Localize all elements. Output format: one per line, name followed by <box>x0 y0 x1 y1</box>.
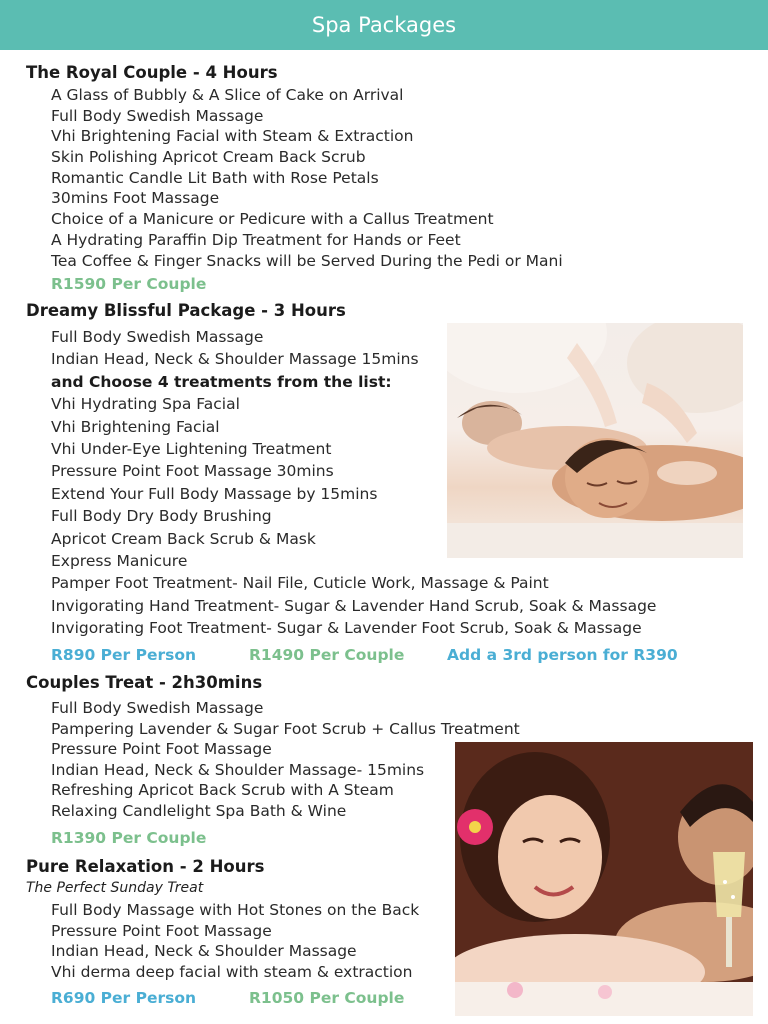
package-title-royal-couple: The Royal Couple - 4 Hours <box>26 63 278 82</box>
list-item: Full Body Swedish Massage <box>51 328 264 346</box>
list-item: Full Body Swedish Massage <box>51 106 264 125</box>
list-item: and Choose 4 treatments from the list: <box>51 372 392 391</box>
page-title: Spa Packages <box>311 13 457 37</box>
list-item: Relaxing Candlelight Spa Bath & Wine <box>51 801 347 820</box>
list-item: Choice of a Manicure or Pedicure with a Callus Treatment <box>51 210 494 229</box>
list-item: Apricot Cream Back Scrub & Mask <box>51 529 316 548</box>
list-item: Indian Head, Neck & Shoulder Massage- 15mins <box>51 760 425 779</box>
couple-massage-illustration <box>447 323 743 558</box>
list-item: Pampering Lavender & Sugar Foot Scrub + Callus Treatment <box>51 719 520 738</box>
page-header <box>0 0 768 50</box>
list-item: Romantic Candle Lit Bath with Rose Petals <box>51 168 379 187</box>
list-item: Invigorating Foot Treatment- Sugar & Lavender Foot Scrub, Soak & Massage <box>51 619 642 638</box>
list-item: Pressure Point Foot Massage <box>51 921 272 940</box>
list-item: Pressure Point Foot Massage <box>51 740 272 759</box>
list-item: Pamper Foot Treatment- Nail File, Cuticle Work, Massage & Paint <box>51 574 549 593</box>
list-item: Full Body Swedish Massage <box>51 699 264 717</box>
list-item: Refreshing Apricot Back Scrub with A Steam <box>51 781 394 800</box>
list-item: 30mins Foot Massage <box>51 189 220 208</box>
list-item: Invigorating Hand Treatment- Sugar & Lavender Hand Scrub, Soak & Massage <box>51 596 657 615</box>
list-item: Vhi Under-Eye Lightening Treatment <box>51 439 332 458</box>
package-items-royal-couple <box>51 85 563 271</box>
list-item: Full Body Dry Body Brushing <box>51 507 272 526</box>
list-item: Vhi Brightening Facial <box>51 417 220 436</box>
package-title-pure-relaxation: Pure Relaxation - 2 Hours <box>26 857 265 876</box>
package-items-pure-relaxation <box>51 900 419 983</box>
price-per-person-pure: R690 Per Person <box>51 989 197 1007</box>
couple-massage-photo <box>447 323 743 558</box>
list-item: Indian Head, Neck & Shoulder Massage 15mins <box>51 350 419 369</box>
package-subtitle-pure-relaxation: The Perfect Sunday Treat <box>26 880 204 896</box>
price-per-couple-pure: R1050 Per Couple <box>249 989 405 1007</box>
list-item: Full Body Massage with Hot Stones on the Back <box>51 901 420 919</box>
package-items-couples-treat <box>51 698 520 822</box>
list-item: Tea Coffee & Finger Snacks will be Served During the Pedi or Mani <box>51 251 563 270</box>
list-item: Vhi Hydrating Spa Facial <box>51 395 240 414</box>
list-item: A Hydrating Paraffin Dip Treatment for Hands or Feet <box>51 230 461 249</box>
package-title-dreamy-blissful: Dreamy Blissful Package - 3 Hours <box>26 301 346 320</box>
couple-champagne-photo <box>455 742 753 1016</box>
list-item: Skin Polishing Apricot Cream Back Scrub <box>51 148 366 167</box>
price-couples-treat: R1390 Per Couple <box>51 829 207 847</box>
couple-champagne-illustration <box>455 742 753 1016</box>
package-title-couples-treat: Couples Treat - 2h30mins <box>26 673 263 692</box>
price-royal-couple: R1590 Per Couple <box>51 275 207 293</box>
list-item: Express Manicure <box>51 551 188 570</box>
price-per-person-dreamy: R890 Per Person <box>51 646 197 664</box>
list-item: Extend Your Full Body Massage by 15mins <box>51 484 378 503</box>
list-item: Indian Head, Neck & Shoulder Massage <box>51 942 357 961</box>
price-per-couple-dreamy: R1490 Per Couple <box>249 646 405 664</box>
list-item: Pressure Point Foot Massage 30mins <box>51 462 334 481</box>
list-item: Vhi Brightening Facial with Steam & Extraction <box>51 127 414 146</box>
list-item: A Glass of Bubbly & A Slice of Cake on Arrival <box>51 86 404 104</box>
price-third-person-dreamy: Add a 3rd person for R390 <box>447 646 678 664</box>
list-item: Vhi derma deep facial with steam & extraction <box>51 963 413 982</box>
